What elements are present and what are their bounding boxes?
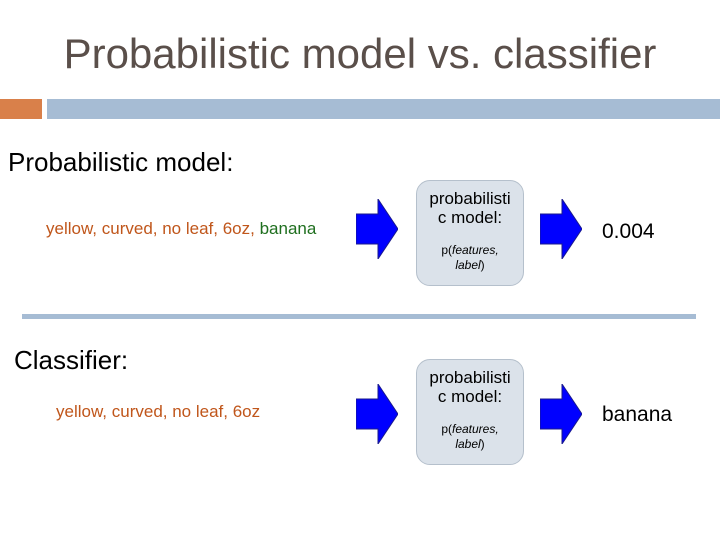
probabilistic-model-box (416, 180, 524, 286)
arrow-icon (540, 199, 582, 259)
input-label: banana (259, 219, 317, 238)
probability-output: 0.004 (602, 220, 655, 243)
title-accent-bar-blue (47, 99, 720, 119)
model-name: probabilisti c model: (429, 189, 511, 227)
input-features: yellow, curved, no leaf, 6oz, (46, 219, 255, 238)
classifier-output: banana (602, 403, 673, 426)
classifier-input: yellow, curved, no leaf, 6oz (56, 402, 261, 421)
arrow-icon (356, 199, 398, 259)
slide-title: Probabilistic model vs. classifier (63, 30, 657, 77)
classifier-heading: Classifier: (14, 345, 129, 375)
classifier-model-box (416, 359, 524, 465)
section-divider (22, 314, 696, 319)
model-formula: p(features, label) (441, 422, 499, 451)
title-accent-bar-orange (0, 99, 42, 119)
model-name: probabilisti c model: (429, 368, 511, 406)
model-formula: p(features, label) (441, 243, 499, 272)
arrow-icon (356, 384, 398, 444)
arrow-icon (540, 384, 582, 444)
probabilistic-model-input (46, 219, 316, 239)
probabilistic-model-heading: Probabilistic model: (8, 147, 234, 177)
